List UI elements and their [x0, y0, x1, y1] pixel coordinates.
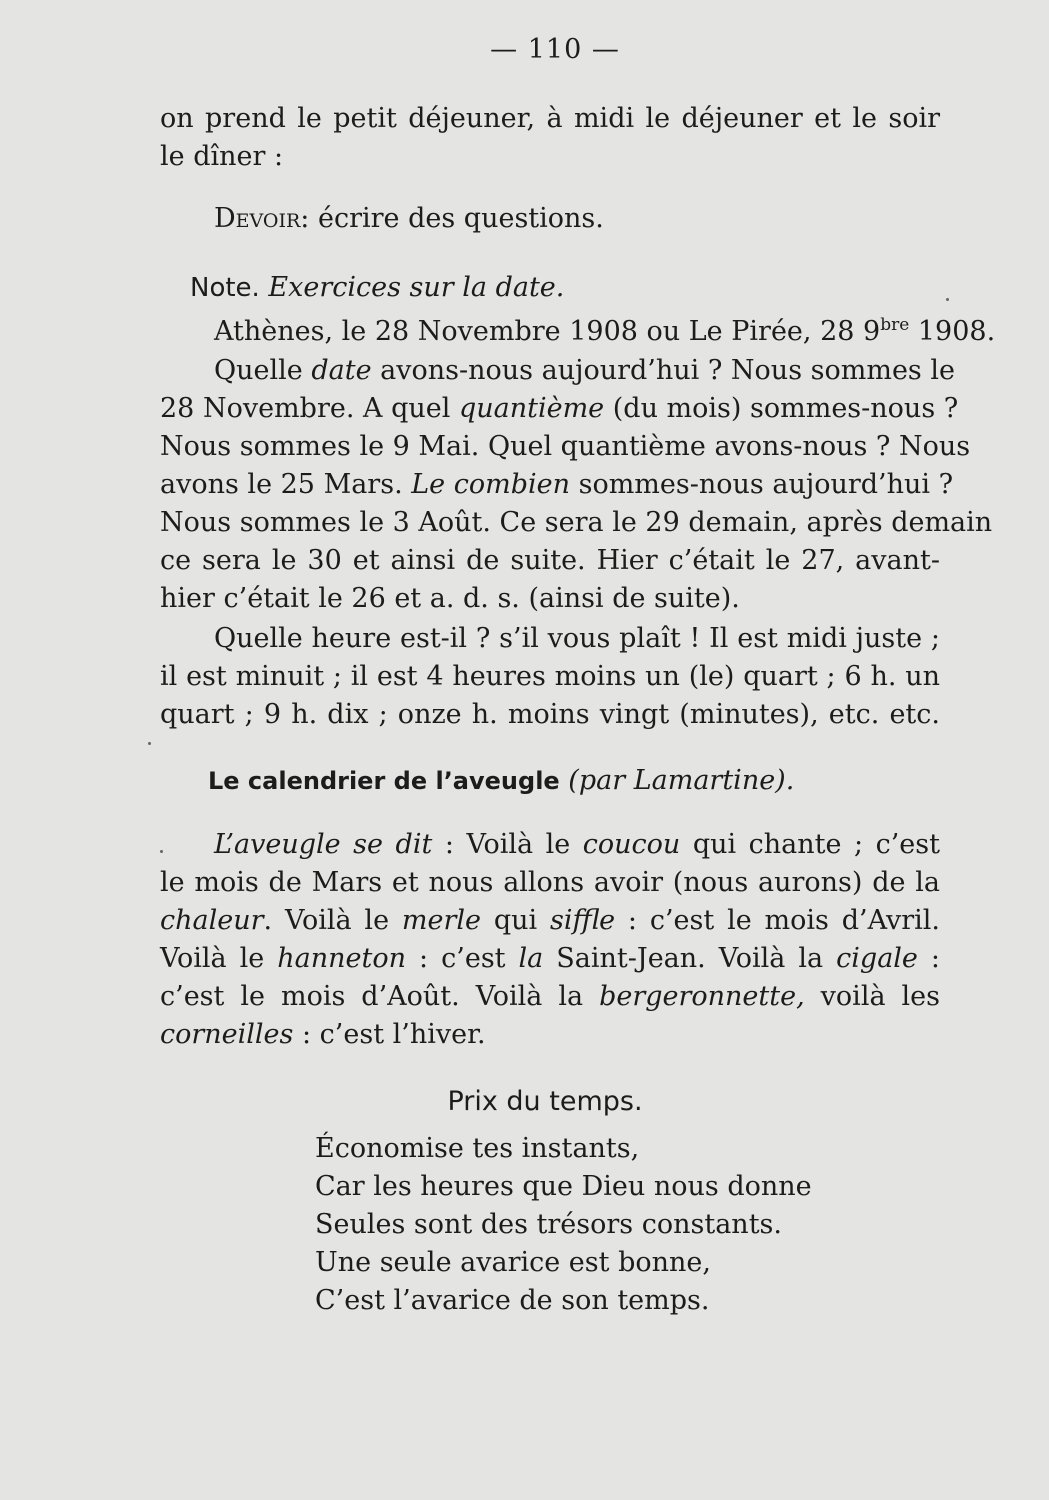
note-label: Note.: [190, 273, 260, 303]
text-run: :: [917, 943, 941, 974]
italic-term: la: [518, 943, 544, 974]
italic-term: date: [311, 355, 372, 386]
note-title: Exercices sur la date.: [268, 272, 565, 303]
text-run: c’est le mois d’Août. Voilà la: [160, 981, 600, 1012]
heure-line: quart ; 9 h. dix ; onze h. moins vingt (minutes), etc. etc.: [160, 699, 940, 730]
intro-line: on prend le petit déjeuner, à midi le déjeuner et le soir: [160, 103, 940, 134]
calendrier-line: [214, 826, 940, 864]
italic-term: bergeronnette,: [599, 981, 805, 1012]
italic-term: cigale: [836, 943, 918, 974]
text-run: avons-nous aujourd’hui ? Nous sommes le: [371, 355, 955, 386]
text-run: qui chante ; c’est: [680, 829, 940, 860]
paper-speck: [946, 298, 949, 301]
intro-line: le dîner :: [160, 141, 284, 172]
italic-term: siffle: [549, 905, 616, 936]
note-heading: [190, 269, 940, 307]
italic-term: quantième: [458, 393, 605, 424]
poem-verse: Économise tes instants,: [315, 1133, 640, 1164]
italic-term: Le combien: [411, 469, 571, 500]
prix-title: Prix du temps.: [447, 1086, 643, 1117]
poem-verse: Seules sont des trésors constants.: [315, 1209, 782, 1240]
text-run: : Voilà le: [432, 829, 583, 860]
calendrier-line: [160, 1016, 940, 1054]
paper-speck: [148, 742, 151, 745]
text-run: Saint-Jean. Voilà la: [543, 943, 837, 974]
text-run: qui: [481, 905, 550, 936]
calendrier-line: [160, 978, 940, 1016]
page-number: — 110 —: [490, 34, 620, 65]
dialogue-line: [160, 466, 954, 504]
dialogue-line: [160, 390, 959, 428]
paper-speck: [160, 850, 163, 853]
date-text: 1908.: [909, 316, 996, 347]
heure-line: il est minuit ; il est 4 heures moins un (le) quart ; 6 h. un: [160, 661, 940, 692]
section-title: Le calendrier de l’aveugle: [208, 767, 560, 795]
italic-term: chaleur: [160, 905, 264, 936]
poem-verse: Car les heures que Dieu nous donne: [315, 1171, 812, 1202]
calendrier-line: [160, 940, 940, 978]
text-run: (du mois) sommes-nous ?: [604, 393, 959, 424]
calendrier-line: [160, 902, 940, 940]
text-run: . Voilà le: [263, 905, 402, 936]
date-text: Athènes, le 28 Novembre 1908 ou Le Pirée, 28 9: [214, 316, 881, 347]
date-example-line: [214, 313, 996, 351]
dialogue-line: Nous sommes le 3 Août. Ce sera le 29 demain, après demain: [160, 507, 993, 538]
text-run: voilà les: [804, 981, 940, 1012]
dialogue-line: ce sera le 30 et ainsi de suite. Hier c’était le 27, avant-: [160, 545, 940, 576]
dialogue-line: [214, 352, 955, 390]
italic-term: hanneton: [277, 943, 407, 974]
devoir-line: [214, 200, 940, 238]
italic-term: merle: [401, 905, 481, 936]
date-superscript: bre: [880, 315, 910, 335]
dialogue-line: hier c’était le 26 et a. d. s. (ainsi de suite).: [160, 583, 740, 614]
text-run: : c’est l’hiver.: [293, 1019, 486, 1050]
devoir-text: : écrire des questions.: [300, 203, 604, 234]
text-run: Voilà le: [160, 943, 278, 974]
text-run: Quelle: [214, 355, 312, 386]
italic-term: coucou: [582, 829, 681, 860]
text-run: avons le 25 Mars.: [160, 469, 412, 500]
poem-verse: C’est l’avarice de son temps.: [315, 1285, 710, 1316]
calendrier-heading: [208, 762, 928, 800]
text-run: : c’est: [406, 943, 519, 974]
text-run: sommes-nous aujourd’hui ?: [570, 469, 954, 500]
italic-term: corneilles: [160, 1019, 294, 1050]
text-run: 28 Novembre. A quel: [160, 393, 459, 424]
italic-term: L’aveugle se dit: [214, 829, 433, 860]
text-run: : c’est le mois d’Avril.: [615, 905, 940, 936]
devoir-label: Devoir: [214, 203, 301, 234]
calendrier-line: le mois de Mars et nous allons avoir (nous aurons) de la: [160, 867, 940, 898]
heure-line: Quelle heure est-il ? s’il vous plaît ! Il est midi juste ;: [214, 623, 940, 654]
poem-verse: Une seule avarice est bonne,: [315, 1247, 711, 1278]
dialogue-line: Nous sommes le 9 Mai. Quel quantième avons-nous ? Nous: [160, 431, 971, 462]
section-author: (par Lamartine).: [568, 765, 795, 796]
